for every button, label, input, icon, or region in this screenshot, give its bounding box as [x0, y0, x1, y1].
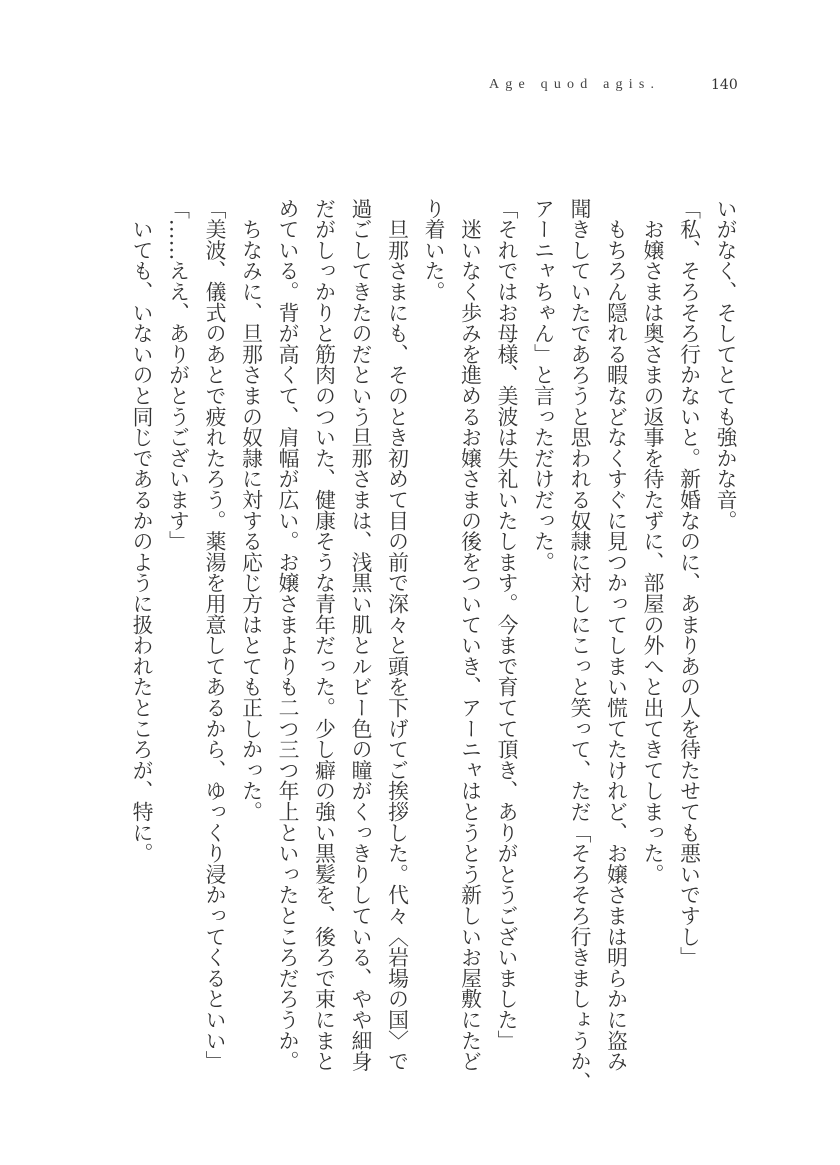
- page-number: 140: [711, 77, 738, 93]
- text-column: 迷いなく歩みを進めるお嬢さまの後をついていき、アーニャはとうとう新しいお屋敷にたど: [457, 198, 482, 1072]
- text-column: 「それではお母様、美波は失礼いたします。今まで育てて頂き、ありがとうございました」: [494, 198, 518, 1051]
- text-column: 「私、そろそろ行かないと。新婚なのに、あまりあの人を待たせても悪いですし」: [676, 198, 701, 968]
- text-column: ちなみに、旦那さまの奴隷に対する応じ方はとても正しかった。: [238, 198, 263, 822]
- text-column: 「……ええ、ありがとうございます」: [165, 198, 190, 552]
- text-column: り着いた。: [421, 198, 445, 302]
- text-column: 過ごしてきたのだという旦那さまは、浅黒い肌とルビー色の瞳がくっきりしている、やや細身: [348, 198, 372, 1072]
- text-column: もちろん隠れる暇などなくすぐに見つかってしまい慌てたけれど、お嬢さまは明らかに盗み: [603, 198, 628, 1072]
- text-column: 旦那さまにも、そのとき初めて目の前で深々と頭を下げてご挨拶した。代々〈岩場の国〉で: [384, 198, 409, 1072]
- text-column: いても、いないのと同じであるかのように扱われたところが、特に。: [129, 198, 153, 864]
- text-column: アーニャちゃん」と言っただけだった。: [530, 198, 555, 573]
- text-column: だがしっかりと筋肉のついた、健康そうな青年だった。少し癖の強い黒髪を、後ろで束にまと: [311, 198, 336, 1072]
- text-column: 聞きしていたであろうと思われる奴隷に対しにこっと笑って、ただ「そろそろ行きましょうか、: [567, 198, 591, 1093]
- text-column: お嬢さまは奥さまの返事を待たずに、部屋の外へと出てきてしまった。: [640, 198, 664, 885]
- text-column: いがなく、そしてとても強かな音。: [713, 198, 737, 531]
- body-text: [123, 198, 744, 1093]
- text-column: 「美波、儀式のあとで疲れたろう。薬湯を用意してあるから、ゆっくり浸かってくるといい」: [202, 198, 226, 1072]
- text-column: めている。背が高くて、肩幅が広い。お嬢さまよりも二つ三つ年上といったところだろうか。: [275, 198, 299, 1072]
- running-head: Age quod agis.: [489, 77, 661, 92]
